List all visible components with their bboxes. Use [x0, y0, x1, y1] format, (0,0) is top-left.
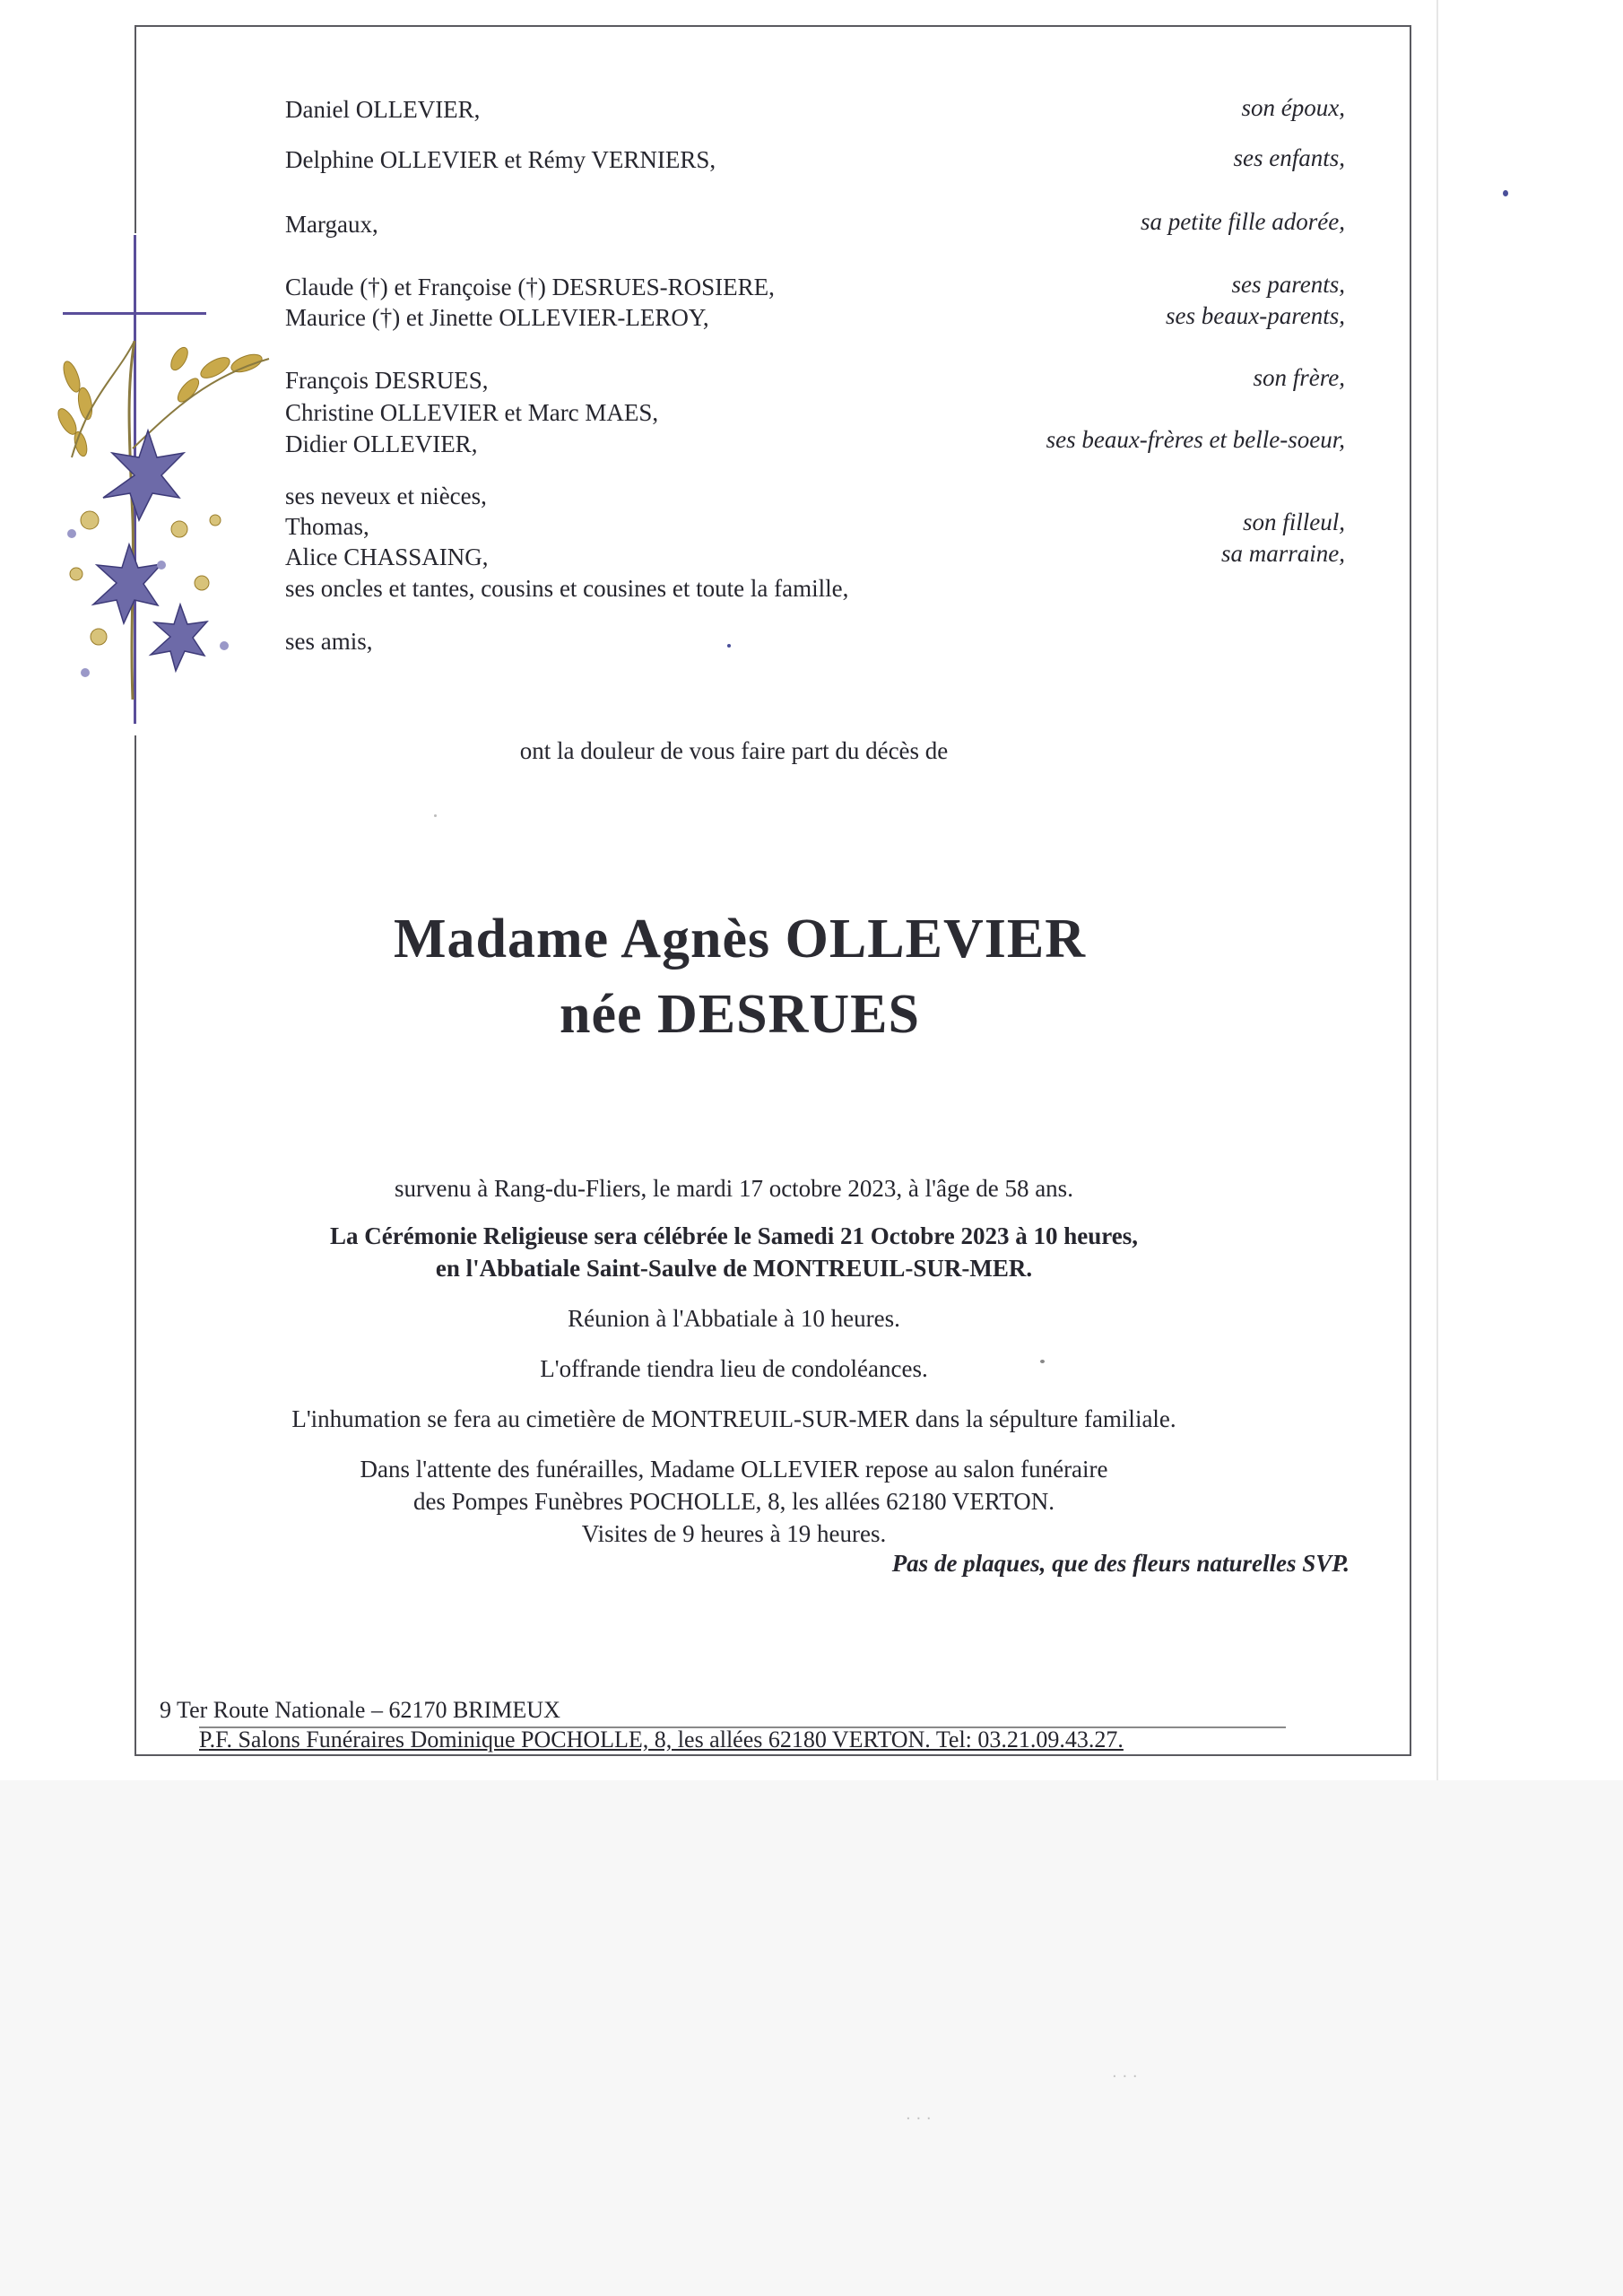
family-line: Margaux, [285, 211, 378, 238]
family-line: Christine OLLEVIER et Marc MAES, [285, 399, 659, 426]
rest-location: des Pompes Funèbres POCHOLLE, 8, les allées 62180 VERTON. [412, 1488, 1055, 1515]
relation-label: son époux, [1241, 94, 1345, 121]
visits-info: Visites de 9 heures à 19 heures. [581, 1520, 887, 1547]
scan-speck [1503, 190, 1508, 196]
ceremony-location: en l'Abbatiale Saint-Saulve de MONTREUIL-SUR-MER. [435, 1255, 1033, 1282]
family-line: ses amis, [285, 628, 373, 655]
footer-address: 9 Ter Route Nationale – 62170 BRIMEUX [160, 1697, 560, 1723]
relation-label: ses parents, [1231, 271, 1345, 298]
relation-label: son frère, [1253, 364, 1345, 391]
relation-label: ses beaux-frères et belle-soeur, [1046, 426, 1345, 453]
announcement-text: ont la douleur de vous faire part du décès de [519, 737, 949, 764]
deceased-name: Madame Agnès OLLEVIER [394, 909, 1086, 970]
meeting-info: Réunion à l'Abbatiale à 10 heures. [568, 1305, 900, 1332]
scan-speck [434, 814, 437, 817]
burial-info: L'inhumation se fera au cimetière de MONTREUIL-SUR-MER dans la sépulture familiale. [291, 1405, 1176, 1432]
death-info: survenu à Rang-du-Fliers, le mardi 17 octobre 2023, à l'âge de 58 ans. [395, 1175, 1073, 1202]
ceremony-info: La Cérémonie Religieuse sera célébrée le Samedi 21 Octobre 2023 à 10 heures, [329, 1222, 1139, 1249]
footer-funeral-home: P.F. Salons Funéraires Dominique POCHOLLE, 8, les allées 62180 VERTON. Tel: 03.21.09.43.27. [199, 1726, 1124, 1752]
relation-label: ses enfants, [1233, 144, 1345, 171]
relation-label: sa marraine, [1220, 540, 1345, 567]
scan-artifact: · · · [1112, 2067, 1138, 2086]
cross-horizontal [63, 312, 206, 315]
family-line: ses oncles et tantes, cousins et cousines et toute la famille, [285, 575, 849, 602]
wheat-flower-ornament-icon [36, 341, 287, 700]
family-line: François DESRUES, [285, 367, 489, 394]
family-line: Claude (†) et Françoise (†) DESRUES-ROSIERE, [285, 274, 775, 300]
rest-info: Dans l'attente des funérailles, Madame OLLEVIER repose au salon funéraire [360, 1456, 1108, 1483]
scan-speck [727, 644, 731, 648]
family-line: Alice CHASSAING, [285, 544, 489, 570]
family-line: Didier OLLEVIER, [285, 430, 478, 457]
flowers-note: Pas de plaques, que des fleurs naturelles SVP. [891, 1550, 1350, 1577]
scan-background-bottom [0, 1780, 1623, 2296]
family-line: Maurice (†) et Jinette OLLEVIER-LEROY, [285, 304, 709, 331]
deceased-maiden-name: née DESRUES [559, 984, 920, 1045]
scan-speck [1040, 1360, 1045, 1363]
family-line: ses neveux et nièces, [285, 483, 487, 509]
family-line: Thomas, [285, 513, 369, 540]
scan-artifact: · · · [906, 2109, 932, 2128]
family-line: Delphine OLLEVIER et Rémy VERNIERS, [285, 146, 716, 173]
relation-label: ses beaux-parents, [1166, 302, 1345, 329]
family-line: Daniel OLLEVIER, [285, 96, 481, 123]
relation-label: son filleul, [1243, 509, 1345, 535]
relation-label: sa petite fille adorée, [1141, 208, 1345, 235]
offering-info: L'offrande tiendra lieu de condoléances. [540, 1355, 928, 1382]
